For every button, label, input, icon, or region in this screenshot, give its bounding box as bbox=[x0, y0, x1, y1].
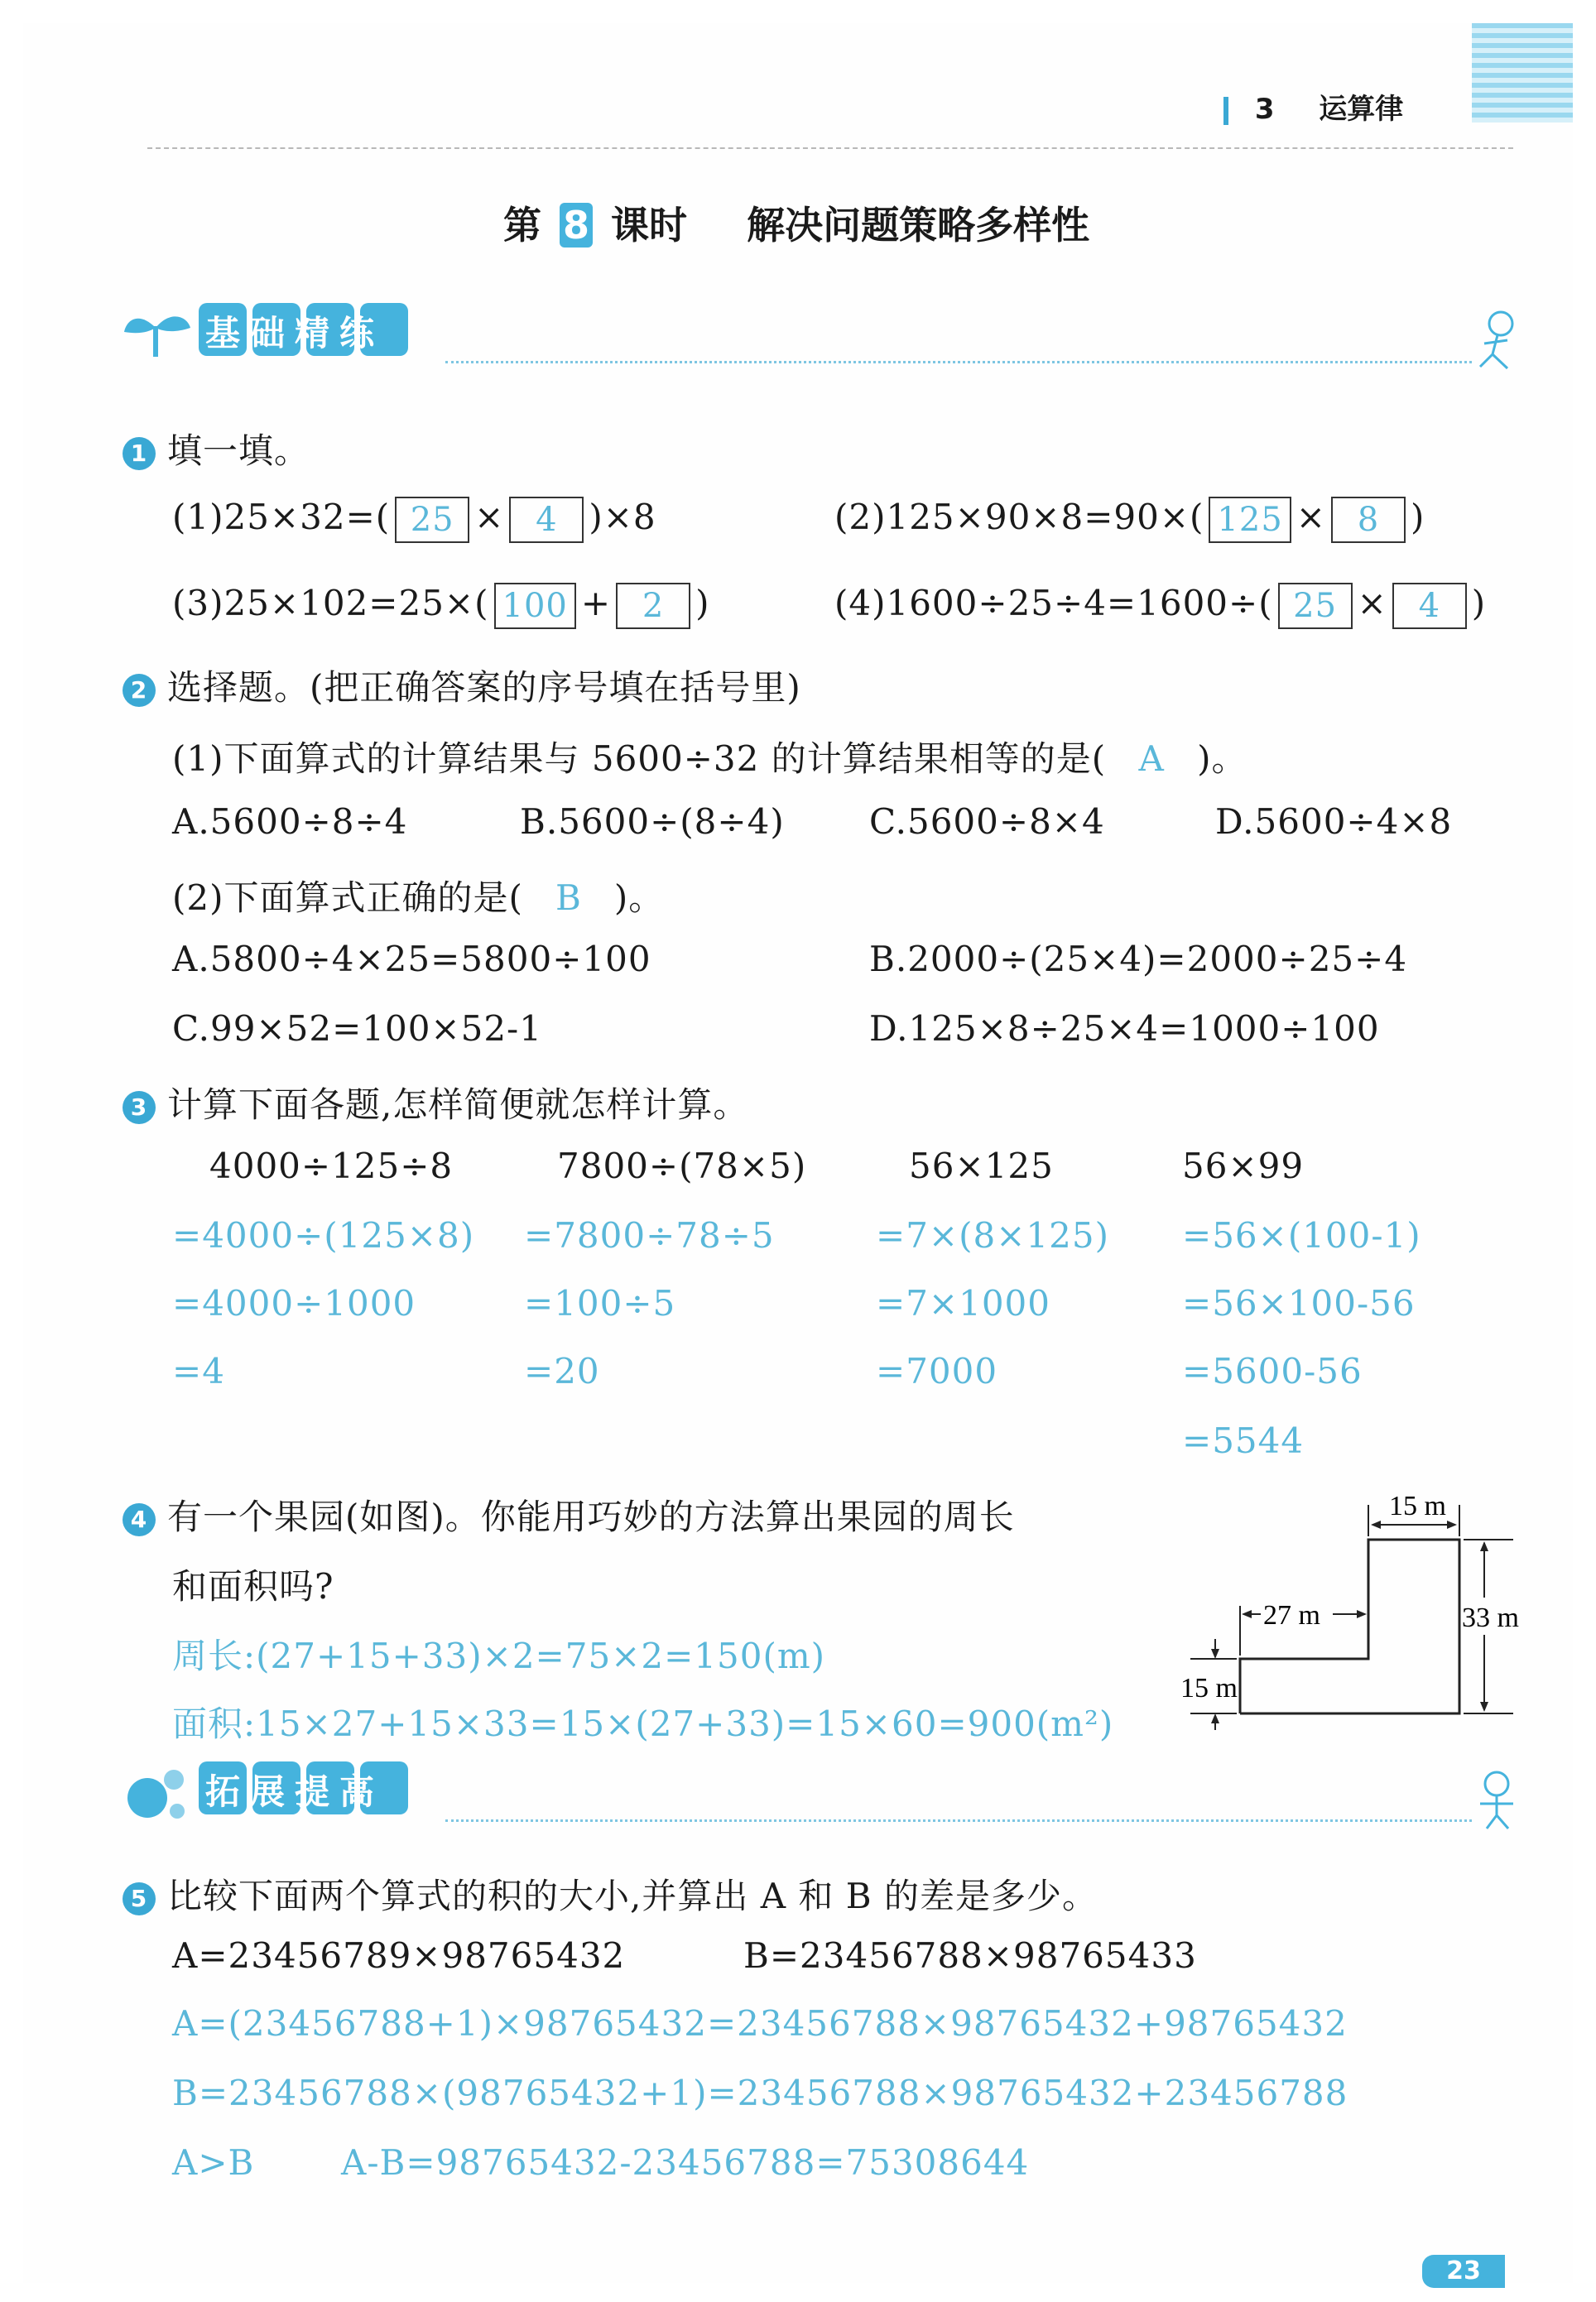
header-divider bbox=[147, 147, 1513, 149]
q1-part4: (4)1600÷25÷4=1600÷( 25 × 4 ) bbox=[834, 583, 1486, 629]
q3-title: 3 计算下面各题,怎样简便就怎样计算。 bbox=[123, 1078, 748, 1127]
q3-col3-step: =7×1000 bbox=[876, 1283, 1050, 1324]
q2-s2-opt-b: B.2000÷(25×4)=2000÷25÷4 bbox=[869, 939, 1408, 979]
q4-line2: 和面积吗? bbox=[172, 1566, 334, 1607]
q4-line1: 4 有一个果园(如图)。你能用巧妙的方法算出果园的周长 bbox=[123, 1490, 1015, 1540]
q5-title: 5 比较下面两个算式的积的大小,并算出 A 和 B 的差是多少。 bbox=[123, 1869, 1098, 1919]
q1-part3: (3)25×102=25×( 100 + 2 ) bbox=[172, 583, 709, 629]
q2-s1-opt-c: C.5600÷8×4 bbox=[869, 801, 1105, 842]
q2-s1-opt-d: D.5600÷4×8 bbox=[1215, 801, 1453, 842]
answer-box[interactable]: 125 bbox=[1209, 497, 1291, 543]
q3-col3-expr: 56×125 bbox=[909, 1146, 1054, 1186]
q3-col1-step: =4000÷(125×8) bbox=[172, 1215, 475, 1256]
answer-box[interactable]: 25 bbox=[395, 497, 469, 543]
bubbles-icon bbox=[123, 1761, 197, 1828]
q2-s2-stem: (2)下面算式正确的是( B )。 bbox=[172, 877, 665, 918]
q1-part1: (1)25×32=( 25 × 4 )×8 bbox=[172, 497, 656, 543]
q3-col4-step: =56×(100-1) bbox=[1182, 1215, 1421, 1256]
q3-col2-expr: 7800÷(78×5) bbox=[557, 1146, 807, 1186]
q3-col3-step: =7000 bbox=[876, 1351, 998, 1391]
section-extend-divider bbox=[445, 1819, 1472, 1822]
choice-answer[interactable]: B bbox=[555, 877, 582, 918]
answer-box[interactable]: 25 bbox=[1278, 583, 1353, 629]
fig-label-right: 33 m bbox=[1462, 1603, 1519, 1633]
section-basic-divider bbox=[445, 361, 1472, 363]
q3-col2-step: =20 bbox=[524, 1351, 600, 1391]
q1-title: 1 填一填。 bbox=[123, 424, 310, 473]
chapter-header bbox=[1223, 86, 1403, 127]
lesson-title: 第 8 课时 解决问题策略多样性 bbox=[503, 203, 1090, 248]
choice-answer[interactable]: A bbox=[1138, 738, 1165, 779]
q3-col2-step: =100÷5 bbox=[524, 1283, 676, 1324]
runner-icon bbox=[1468, 309, 1526, 375]
answer-box[interactable]: 4 bbox=[1392, 583, 1467, 629]
q2-s2-opt-c: C.99×52=100×52-1 bbox=[172, 1008, 542, 1049]
q3-col4-expr: 56×99 bbox=[1182, 1146, 1305, 1186]
q5-step: A=(23456788+1)×98765432=23456788×98765432+98765432 bbox=[172, 2003, 1348, 2044]
answer-box[interactable]: 4 bbox=[509, 497, 584, 543]
lesson-number-badge: 8 bbox=[560, 203, 593, 248]
answer-box[interactable]: 8 bbox=[1331, 497, 1406, 543]
header-corner-stripes bbox=[1472, 23, 1573, 123]
chapter-number: 3 bbox=[1254, 93, 1275, 126]
fig-label-top: 15 m bbox=[1389, 1491, 1446, 1521]
chapter-title: 运算律 bbox=[1319, 93, 1404, 126]
q1-part2: (2)125×90×8=90×( 125 × 8 ) bbox=[834, 497, 1425, 543]
q3-col1-step: =4000÷1000 bbox=[172, 1283, 416, 1324]
orchard-figure bbox=[1149, 1482, 1530, 1755]
q5-step: B=23456788×(98765432+1)=23456788×98765432+23456788 bbox=[172, 2073, 1348, 2113]
q3-col4-step: =56×100-56 bbox=[1182, 1283, 1416, 1324]
chapter-bar bbox=[1223, 97, 1228, 125]
section-basic-label: 基础精练 bbox=[205, 313, 385, 353]
answer-box[interactable]: 100 bbox=[494, 583, 576, 629]
answer-box[interactable]: 2 bbox=[616, 583, 690, 629]
q5-diff: A-B=98765432-23456788=75308644 bbox=[341, 2142, 1030, 2183]
q3-col4-step: =5544 bbox=[1182, 1420, 1305, 1461]
section-extend-banner bbox=[123, 1761, 454, 1828]
section-basic-banner bbox=[123, 303, 454, 369]
fig-label-mid: 27 m bbox=[1263, 1600, 1320, 1631]
q5-a-expr: A=23456789×98765432 bbox=[172, 1935, 626, 1976]
sprout-icon bbox=[123, 303, 194, 361]
q5-b-expr: B=23456788×98765433 bbox=[743, 1935, 1197, 1976]
q3-col2-step: =7800÷78÷5 bbox=[524, 1215, 775, 1256]
q2-s2-opt-d: D.125×8÷25×4=1000÷100 bbox=[869, 1008, 1380, 1049]
q3-col3-step: =7×(8×125) bbox=[876, 1215, 1109, 1256]
page-number: 23 bbox=[1422, 2255, 1505, 2288]
q2-s1-opt-b: B.5600÷(8÷4) bbox=[520, 801, 785, 842]
q2-s1-stem: (1)下面算式的计算结果与 5600÷32 的计算结果相等的是( A )。 bbox=[172, 738, 1247, 779]
q5-compare: A>B bbox=[172, 2142, 255, 2183]
q2-title: 2 选择题。(把正确答案的序号填在括号里) bbox=[123, 661, 801, 710]
q3-col1-step: =4 bbox=[172, 1351, 225, 1391]
q2-s1-opt-a: A.5600÷8÷4 bbox=[172, 801, 408, 842]
q3-col4-step: =5600-56 bbox=[1182, 1351, 1363, 1391]
q4-perimeter: 周长:(27+15+33)×2=75×2=150(m) bbox=[172, 1636, 826, 1676]
fig-label-left: 15 m bbox=[1180, 1673, 1238, 1704]
section-extend-label: 拓展提高 bbox=[205, 1771, 385, 1812]
q4-area: 面积:15×27+15×33=15×(27+33)=15×60=900(m²) bbox=[172, 1704, 1114, 1744]
q3-col1-expr: 4000÷125÷8 bbox=[209, 1146, 454, 1186]
page bbox=[23, 23, 1573, 2283]
q2-s2-opt-a: A.5800÷4×25=5800÷100 bbox=[172, 939, 651, 979]
kid-icon bbox=[1464, 1766, 1530, 1832]
